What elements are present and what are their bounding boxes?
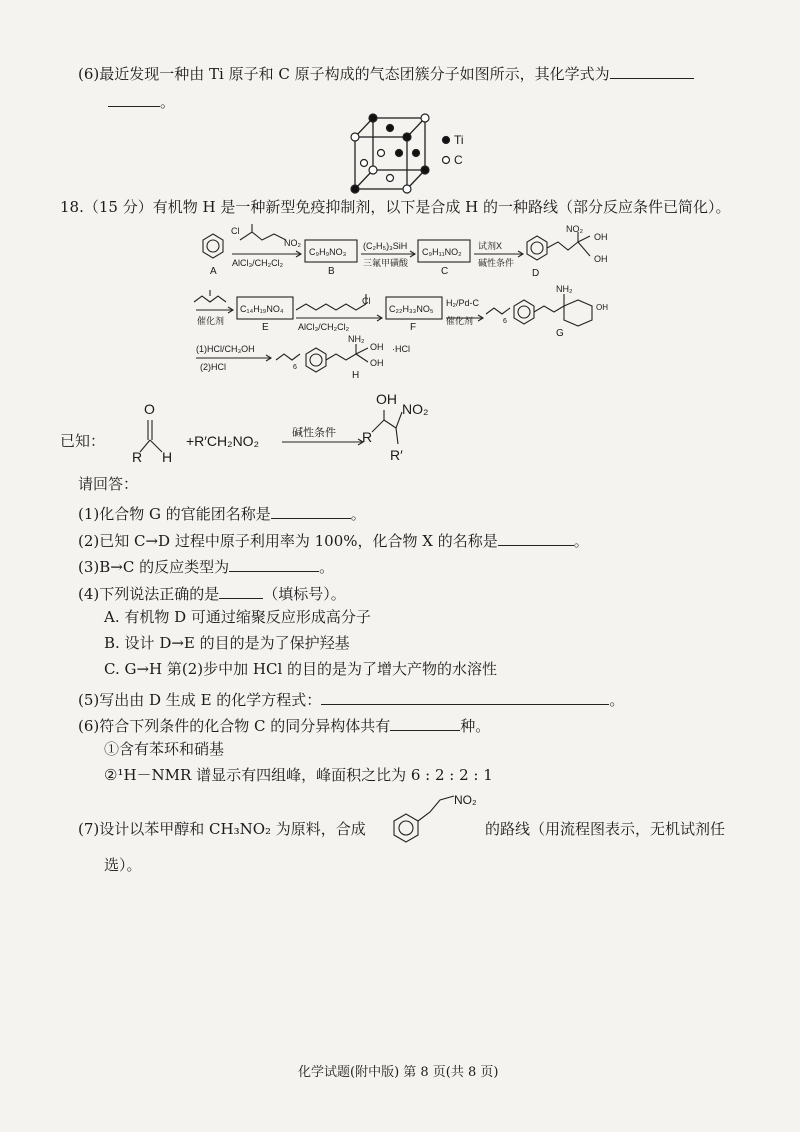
svg-text:G: G <box>556 328 564 339</box>
q18-4-option-c: C. G→H 第(2)步中加 HCl 的目的是为了增大产物的水溶性 <box>104 660 498 678</box>
svg-text:OH: OH <box>370 358 384 368</box>
svg-text:OH: OH <box>596 303 608 312</box>
svg-text:6: 6 <box>293 364 297 371</box>
q18-6-cond-2: ②¹H－NMR 谱显示有四组峰，峰面积之比为 6 : 2 : 2 : 1 <box>104 766 493 784</box>
svg-text:C: C <box>454 153 463 167</box>
svg-text:(2)HCl: (2)HCl <box>200 362 226 372</box>
svg-text:OH: OH <box>594 254 608 264</box>
svg-text:C₁₄H₁₉NO₄: C₁₄H₁₉NO₄ <box>240 304 284 314</box>
q18-6-cond-1: ①含有苯环和硝基 <box>104 740 225 758</box>
svg-text:NH₂: NH₂ <box>556 284 573 294</box>
svg-text:A: A <box>210 266 217 277</box>
svg-text:C₉H₁₁NO₂: C₉H₁₁NO₂ <box>422 247 462 257</box>
q18-header: 18.（15 分）有机物 H 是一种新型免疫抑制剂，以下是合成 H 的一种路线（部分反应条件已简化）。 <box>60 198 731 216</box>
svg-text:F: F <box>410 322 417 333</box>
q18-2: (2)已知 C→D 过程中原子利用率为 100%，化合物 X 的名称是 。 <box>78 532 589 550</box>
q18-3: (3)B→C 的反应类型为 。 <box>78 558 335 576</box>
q18-4: (4)下列说法正确的是 （填标号）。 <box>78 585 346 603</box>
svg-text:E: E <box>262 322 269 333</box>
svg-text:Cl: Cl <box>362 296 371 306</box>
svg-text:催化剂: 催化剂 <box>446 316 474 326</box>
svg-text:OH: OH <box>370 342 384 352</box>
svg-text:C: C <box>441 266 449 277</box>
q18-4-option-a: A. 有机物 D 可通过缩聚反应形成高分子 <box>104 608 371 626</box>
known-label: 已知： <box>60 432 106 450</box>
svg-text:碱性条件: 碱性条件 <box>292 427 336 439</box>
svg-text:NO₂: NO₂ <box>402 401 429 417</box>
svg-text:NO₂: NO₂ <box>566 224 583 234</box>
svg-text:试剂X: 试剂X <box>478 241 503 251</box>
page-footer: 化学试题(附中版) 第 8 页(共 8 页) <box>298 1065 499 1080</box>
svg-text:B: B <box>328 266 335 277</box>
svg-text:+R′CH₂NO₂: +R′CH₂NO₂ <box>186 433 260 449</box>
please-answer: 请回答： <box>78 475 139 493</box>
q18-6: (6)符合下列条件的化合物 C 的同分异构体共有 种。 <box>78 717 491 735</box>
svg-text:OH: OH <box>594 232 608 242</box>
svg-text:NO₂: NO₂ <box>454 793 477 807</box>
q18-4-option-b: B. 设计 D→E 的目的是为了保护羟基 <box>104 634 350 652</box>
svg-text:OH: OH <box>376 391 397 407</box>
q18-7-part-a: (7)设计以苯甲醇和 CH₃NO₂ 为原料，合成 <box>78 820 366 838</box>
q18-7-part-b: 的路线（用流程图表示，无机试剂任 <box>485 820 726 838</box>
q18-5: (5)写出由 D 生成 E 的化学方程式： 。 <box>78 691 625 709</box>
svg-text:NH₂: NH₂ <box>348 334 365 344</box>
svg-text:H: H <box>162 449 173 465</box>
svg-text:R: R <box>132 449 143 465</box>
svg-text:R: R <box>362 429 373 445</box>
q17-6-text: (6)最近发现一种由 Ti 原子和 C 原子构成的气态团簇分子如图所示，其化学式为 <box>78 64 694 82</box>
svg-text:O: O <box>144 401 155 417</box>
svg-text:碱性条件: 碱性条件 <box>478 258 515 268</box>
svg-text:(1)HCl/CH₃OH: (1)HCl/CH₃OH <box>196 344 255 354</box>
svg-text:Cl: Cl <box>231 226 240 236</box>
svg-text:·HCl: ·HCl <box>392 344 410 354</box>
svg-text:C₉H₉NO₃: C₉H₉NO₃ <box>309 247 347 257</box>
svg-text:(C₂H₅)₃SiH: (C₂H₅)₃SiH <box>363 241 408 251</box>
q18-7-part-c: 选）。 <box>104 856 142 874</box>
svg-text:6: 6 <box>503 318 507 325</box>
q18-1: (1)化合物 G 的官能团名称是 。 <box>78 505 366 523</box>
svg-text:D: D <box>532 268 540 279</box>
svg-text:C₂₂H₃₃NO₅: C₂₂H₃₃NO₅ <box>389 304 434 314</box>
svg-text:H: H <box>352 370 360 381</box>
svg-text:R′: R′ <box>390 447 403 463</box>
svg-text:H₂/Pd-C: H₂/Pd-C <box>446 298 479 308</box>
svg-text:AlCl₃/CH₂Cl₂: AlCl₃/CH₂Cl₂ <box>298 322 350 332</box>
svg-text:催化剂: 催化剂 <box>197 316 225 326</box>
q17-6-cont: 。 <box>108 92 175 110</box>
svg-text:NO₂: NO₂ <box>284 238 301 248</box>
svg-text:AlCl₃/CH₂Cl₂: AlCl₃/CH₂Cl₂ <box>232 258 284 268</box>
svg-text:Ti: Ti <box>454 133 464 147</box>
svg-text:三氟甲磺酸: 三氟甲磺酸 <box>363 258 409 268</box>
